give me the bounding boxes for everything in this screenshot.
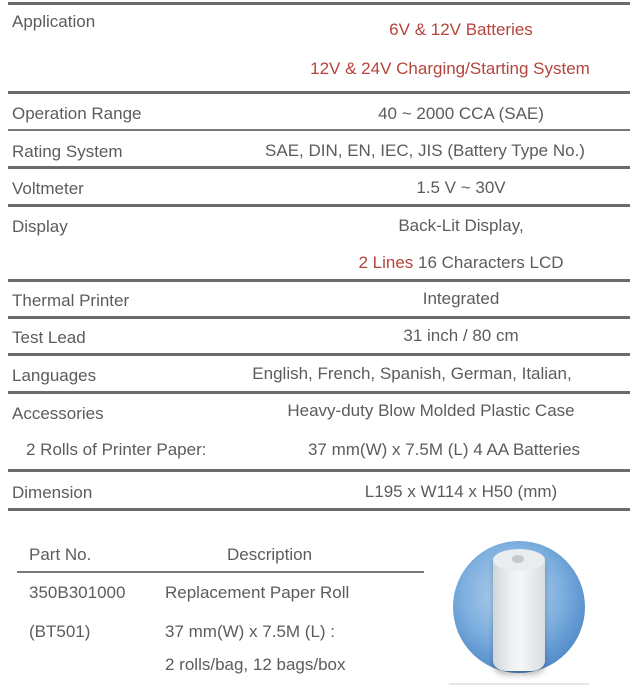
part-description-3: 2 rolls/bag, 12 bags/box <box>165 655 346 674</box>
spec-value-thermal-printer: Integrated <box>422 289 500 308</box>
spec-label-application: Application <box>12 12 96 31</box>
spec-value-display-2 <box>300 253 622 273</box>
part-number-alt: (BT501) <box>29 622 91 641</box>
divider <box>8 204 630 207</box>
spec-label-voltmeter: Voltmeter <box>12 179 84 198</box>
display-highlight: 2 Lines <box>358 253 414 272</box>
divider <box>8 279 630 282</box>
spec-label-thermal-printer: Thermal Printer <box>12 291 130 310</box>
spec-value-operation-range: 40 ~ 2000 CCA (SAE) <box>378 104 544 123</box>
spec-label-accessories-paper: 2 Rolls of Printer Paper: <box>26 440 207 459</box>
spec-value-rating-system: SAE, DIN, EN, IEC, JIS (Battery Type No.) <box>265 141 585 160</box>
spec-value-display-1: Back-Lit Display, <box>398 216 524 235</box>
spec-value-application-2: 12V & 24V Charging/Starting System <box>310 59 590 78</box>
spec-label-accessories: Accessories <box>12 404 104 423</box>
spec-label-rating-system: Rating System <box>12 142 123 161</box>
display-rest: 16 Characters LCD <box>413 253 564 272</box>
divider <box>8 2 630 5</box>
paper-roll-image <box>449 533 589 688</box>
divider <box>8 508 630 511</box>
divider <box>8 469 630 472</box>
image-baseline <box>449 683 589 685</box>
parts-header-part-no: Part No. <box>29 545 92 564</box>
spec-value-dimension: L195 x W114 x H50 (mm) <box>364 482 558 501</box>
spec-value-voltmeter: 1.5 V ~ 30V <box>416 178 506 197</box>
spec-value-languages: English, French, Spanish, German, Italian, <box>252 364 572 383</box>
paper-roll-core-icon <box>512 555 524 563</box>
spec-label-languages: Languages <box>12 366 97 385</box>
spec-label-test-lead: Test Lead <box>12 328 86 347</box>
parts-header-description: Description <box>227 545 313 564</box>
divider <box>8 166 630 169</box>
divider <box>8 391 630 394</box>
divider <box>8 129 630 131</box>
divider <box>17 571 424 573</box>
spec-value-application-1: 6V & 12V Batteries <box>389 20 533 39</box>
divider <box>8 316 630 319</box>
spec-value-accessories-1: Heavy-duty Blow Molded Plastic Case <box>287 401 575 420</box>
part-description-1: Replacement Paper Roll <box>165 583 350 602</box>
divider <box>8 91 630 94</box>
spec-label-operation-range: Operation Range <box>12 104 142 123</box>
divider <box>8 353 630 356</box>
spec-value-accessories-2: 37 mm(W) x 7.5M (L) 4 AA Batteries <box>307 440 581 459</box>
spec-value-test-lead: 31 inch / 80 cm <box>403 326 519 345</box>
spec-label-display: Display <box>12 217 68 236</box>
spec-label-dimension: Dimension <box>12 483 93 502</box>
part-number: 350B301000 <box>29 583 126 602</box>
part-description-2: 37 mm(W) x 7.5M (L) : <box>165 622 336 641</box>
